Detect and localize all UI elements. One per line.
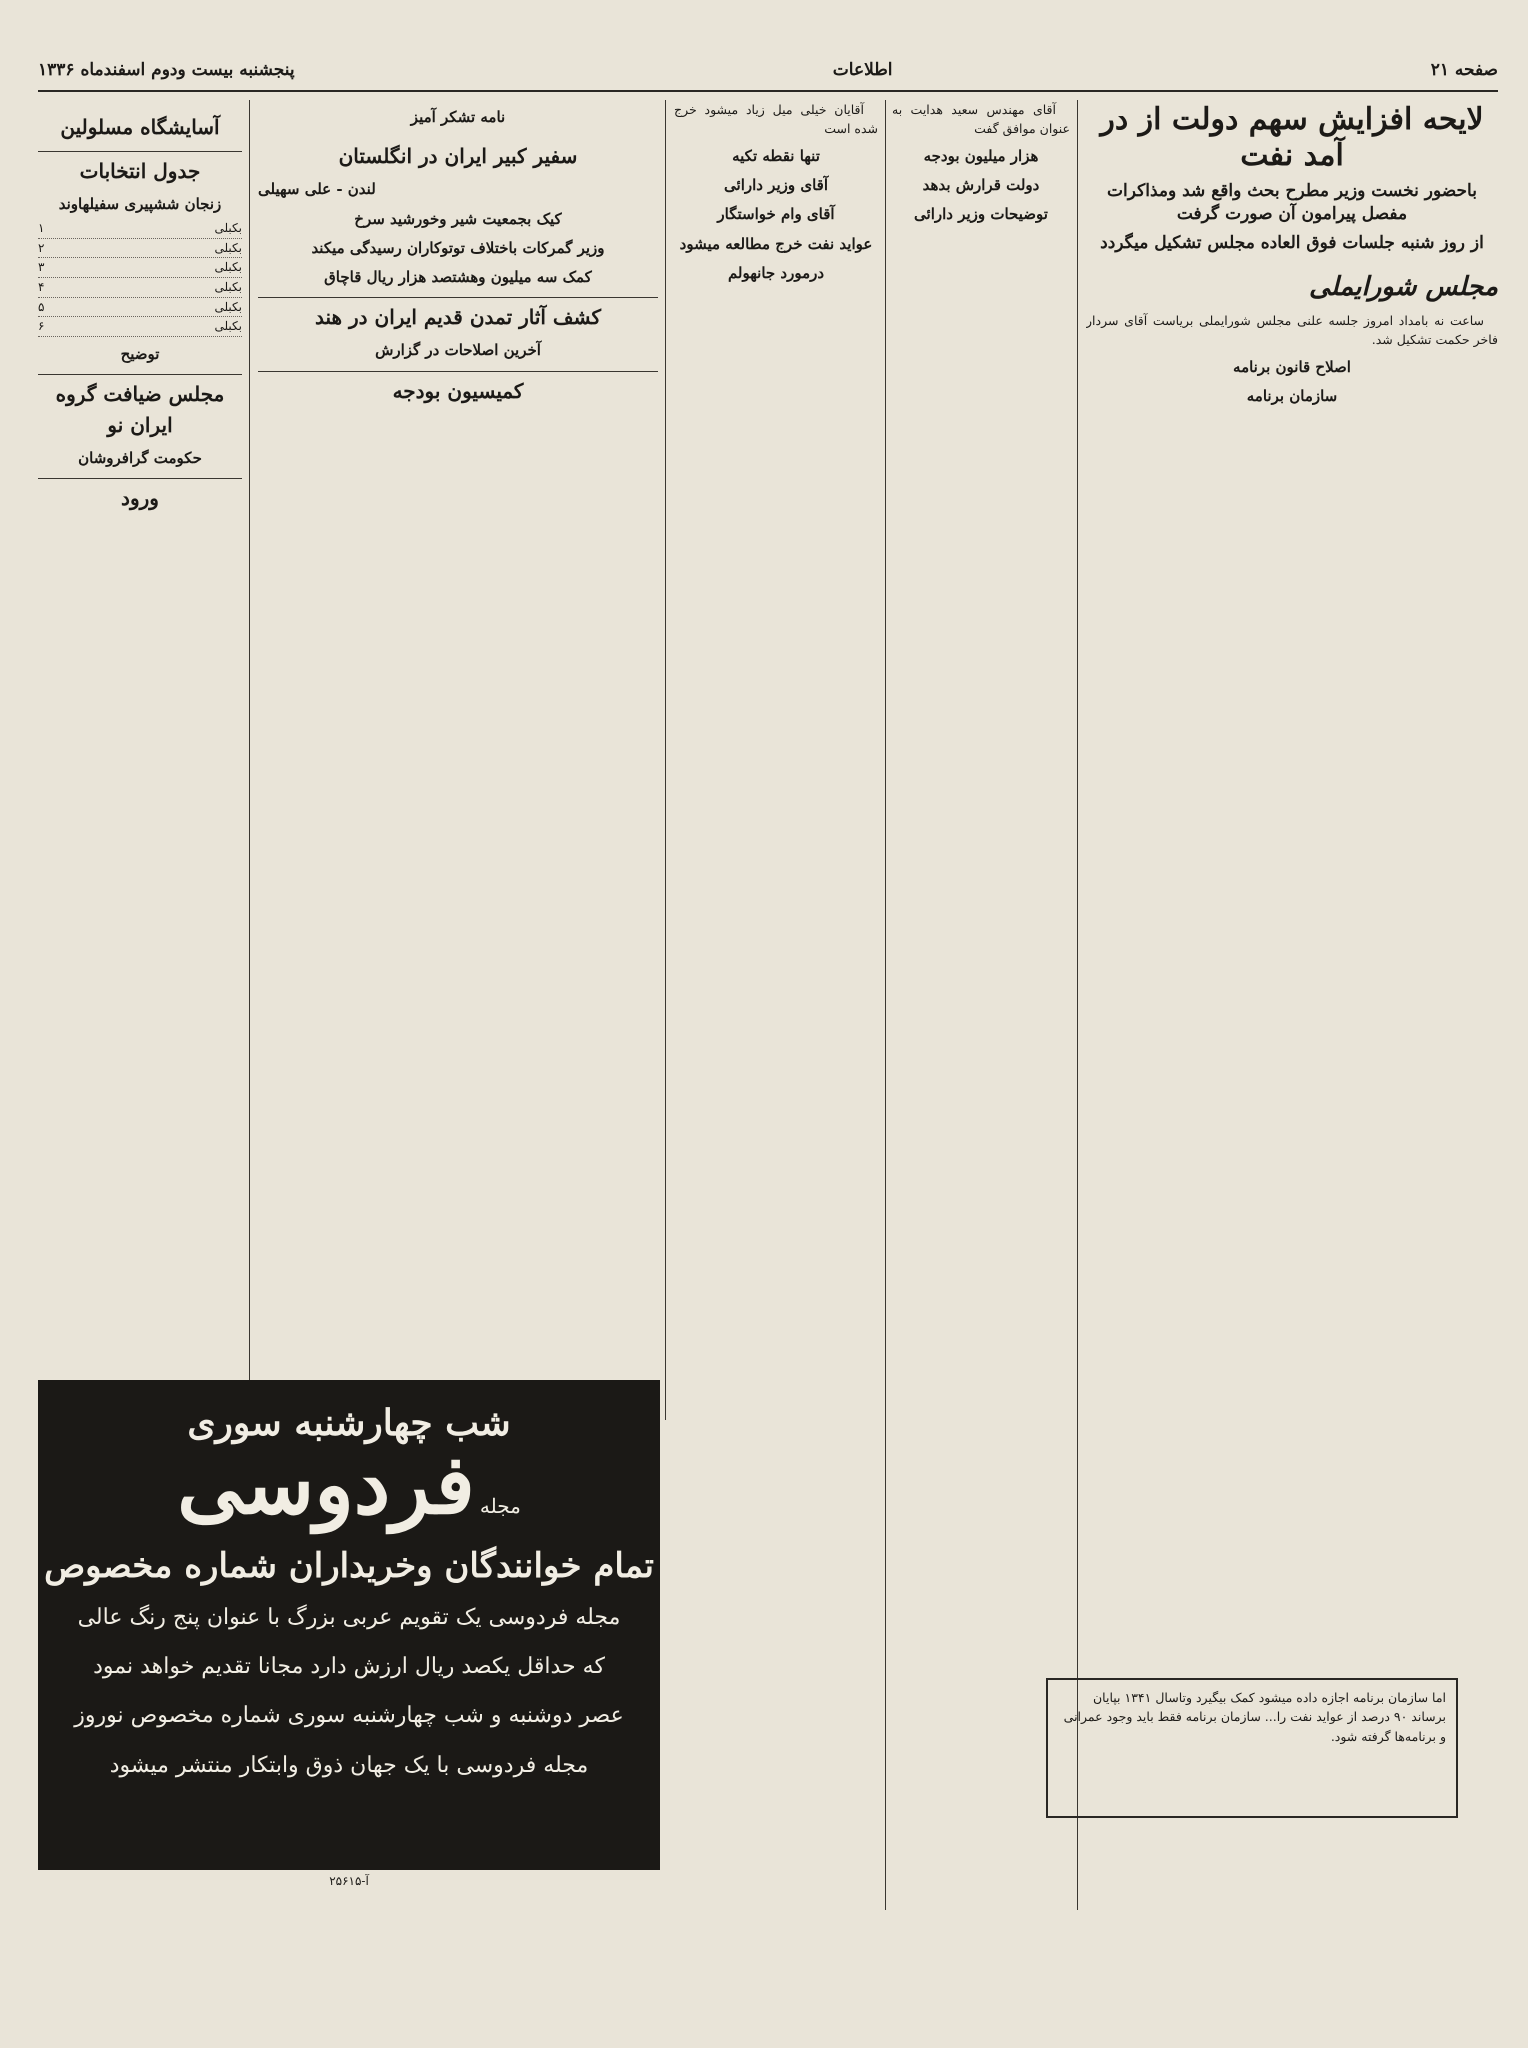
col4-title-2: سفیر کبیر ایران در انگلستان — [338, 144, 578, 169]
col4-headline-cake: کیک بجمعیت شیر وخورشید سرخ — [354, 209, 562, 228]
col5-party: مجلس ضیافت گروه ایران نو — [38, 374, 242, 441]
table-row: بکبلی ۱ — [38, 219, 242, 239]
col5-govt: حکومت گرافروشان — [78, 449, 202, 468]
col3-paragraph: آقایان خیلی میل زیاد میشود خرج شده است — [674, 102, 878, 137]
lead-subheadline-1: باحضور نخست وزیر مطرح بحث واقع شد ومذاکرات مفصل پیرامون آن صورت گرفت — [1107, 181, 1477, 224]
column-rule — [665, 100, 666, 1420]
table-row: بکبلی ۵ — [38, 298, 242, 318]
col2-subhead-3: توضیحات وزیر دارائی — [914, 205, 1048, 224]
table-row: بکبلی ۴ — [38, 278, 242, 298]
section-title: مجلس شورایملی — [1308, 271, 1498, 302]
lead-article — [1086, 100, 1498, 1700]
col4-headline-customs: وزیر گمرکات باختلاف توتوکاران رسیدگی میکند — [311, 238, 605, 257]
col5-headline-elections: جدول انتخابات — [38, 151, 242, 187]
col5-zanjan: زنجان ششپیری سفیلهاوند — [58, 195, 222, 213]
ad-magazine-name: فردوسی — [177, 1437, 475, 1533]
lead-paragraph: ساعت نه بامداد امروز جلسه علنی مجلس شورایملی بریاست آقای سردار فاخر حکمت تشکیل شد. — [1086, 313, 1498, 348]
ad-line-7: مجله فردوسی با یک جهان ذوق وابتکار منتشر میشود — [109, 1752, 589, 1778]
article-column-4 — [258, 100, 658, 1410]
column-rule — [249, 100, 250, 1410]
ad-line-1: شب چهارشنبه سوری — [187, 1402, 511, 1444]
boxed-note: اما سازمان برنامه اجازه داده میشود کمک بیگیرد وتاسال ۱۳۴۱ بپایان برساند ۹۰ درصد از عواید نفت را... سازمان برنامه فقط باید وجود عمرانی و برنامه‌ها گرفته شود. — [1046, 1678, 1458, 1818]
ad-line-4: مجله فردوسی یک تقویم عربی بزرگ با عنوان پنج رنگ عالی — [77, 1605, 621, 1630]
lead-subhead-reform: اصلاح قانون برنامه — [1233, 357, 1351, 376]
col5-arrival: ورود — [38, 478, 242, 514]
col5-clarify: توضیح — [120, 344, 160, 363]
col3-subhead-1: تنها نقطه تکیه — [732, 146, 820, 165]
ad-magazine-label: مجله — [479, 1494, 521, 1518]
table-row: بکبلی ۲ — [38, 239, 242, 259]
ad-line-3: تمام خوانندگان وخریداران شماره مخصوص — [44, 1546, 654, 1586]
ad-code: آ-۲۵۶۱۵ — [329, 1874, 369, 1888]
ad-line-5: که حداقل یکصد ریال ارزش دارد مجانا تقدیم خواهد نمود — [93, 1654, 605, 1680]
lead-subheadline-2: از روز شنبه جلسات فوق العاده مجلس تشکیل میگردد — [1100, 232, 1484, 253]
column-rule — [1077, 100, 1078, 1910]
col2-subhead-1: هزار میلیون بودجه — [923, 146, 1039, 165]
col3-subhead-3: آقای وام خواستگار — [717, 205, 835, 224]
col4-headline-million: کمک سه میلیون وهشتصد هزار ریال قاچاق — [324, 268, 592, 286]
col3-subhead-2: آقای وزیر دارائی — [724, 176, 828, 194]
page-header — [38, 50, 1498, 92]
col4-fine-note: آخرین اصلاحات در گزارش — [375, 341, 541, 360]
col4-headline-discovery: کشف آثار تمدن قدیم ایران در هند — [258, 297, 658, 333]
col3-subhead-4: عواید نفت خرج مطالعه میشود — [679, 234, 873, 253]
col4-signature: لندن - علی سهیلی — [258, 180, 376, 199]
col4-title-1: نامه تشکر آمیز — [410, 108, 506, 126]
col2-subhead-2: دولت قرارش بدهد — [922, 176, 1040, 194]
lead-headline: لایحه افزایش سهم دولت از در آمد نفت — [1100, 102, 1484, 173]
article-column-2 — [892, 100, 1070, 1880]
col3-subhead-5: درمورد جانهولم — [727, 263, 825, 282]
ad-line-6: عصر دوشنبه و شب چهارشنبه سوری شماره مخصوص نوروز — [74, 1703, 624, 1729]
article-column-3 — [674, 100, 878, 1880]
page-number: صفحه ۲۱ — [1430, 60, 1498, 80]
table-row: بکبلی ۶ — [38, 317, 242, 337]
election-table — [38, 219, 242, 337]
lead-subhead-plan: سازمان برنامه — [1246, 387, 1338, 406]
table-row: بکبلی ۳ — [38, 258, 242, 278]
col4-headline-budget: کمیسیون بودجه — [258, 371, 658, 407]
article-column-5 — [38, 100, 242, 1410]
issue-date: پنجشنبه بیست ودوم اسفندماه ۱۳۳۶ — [38, 60, 295, 80]
col5-headline-sanatorium: آسایشگاه مسلولین — [60, 115, 220, 139]
paper-name: اطلاعات — [832, 60, 893, 80]
ad-magazine — [38, 1437, 660, 1533]
column-rule — [885, 100, 886, 1910]
col2-paragraph: آقای مهندس سعید هدایت به عنوان موافق گفت — [892, 102, 1070, 137]
ferdowsi-advertisement — [38, 1380, 660, 1870]
